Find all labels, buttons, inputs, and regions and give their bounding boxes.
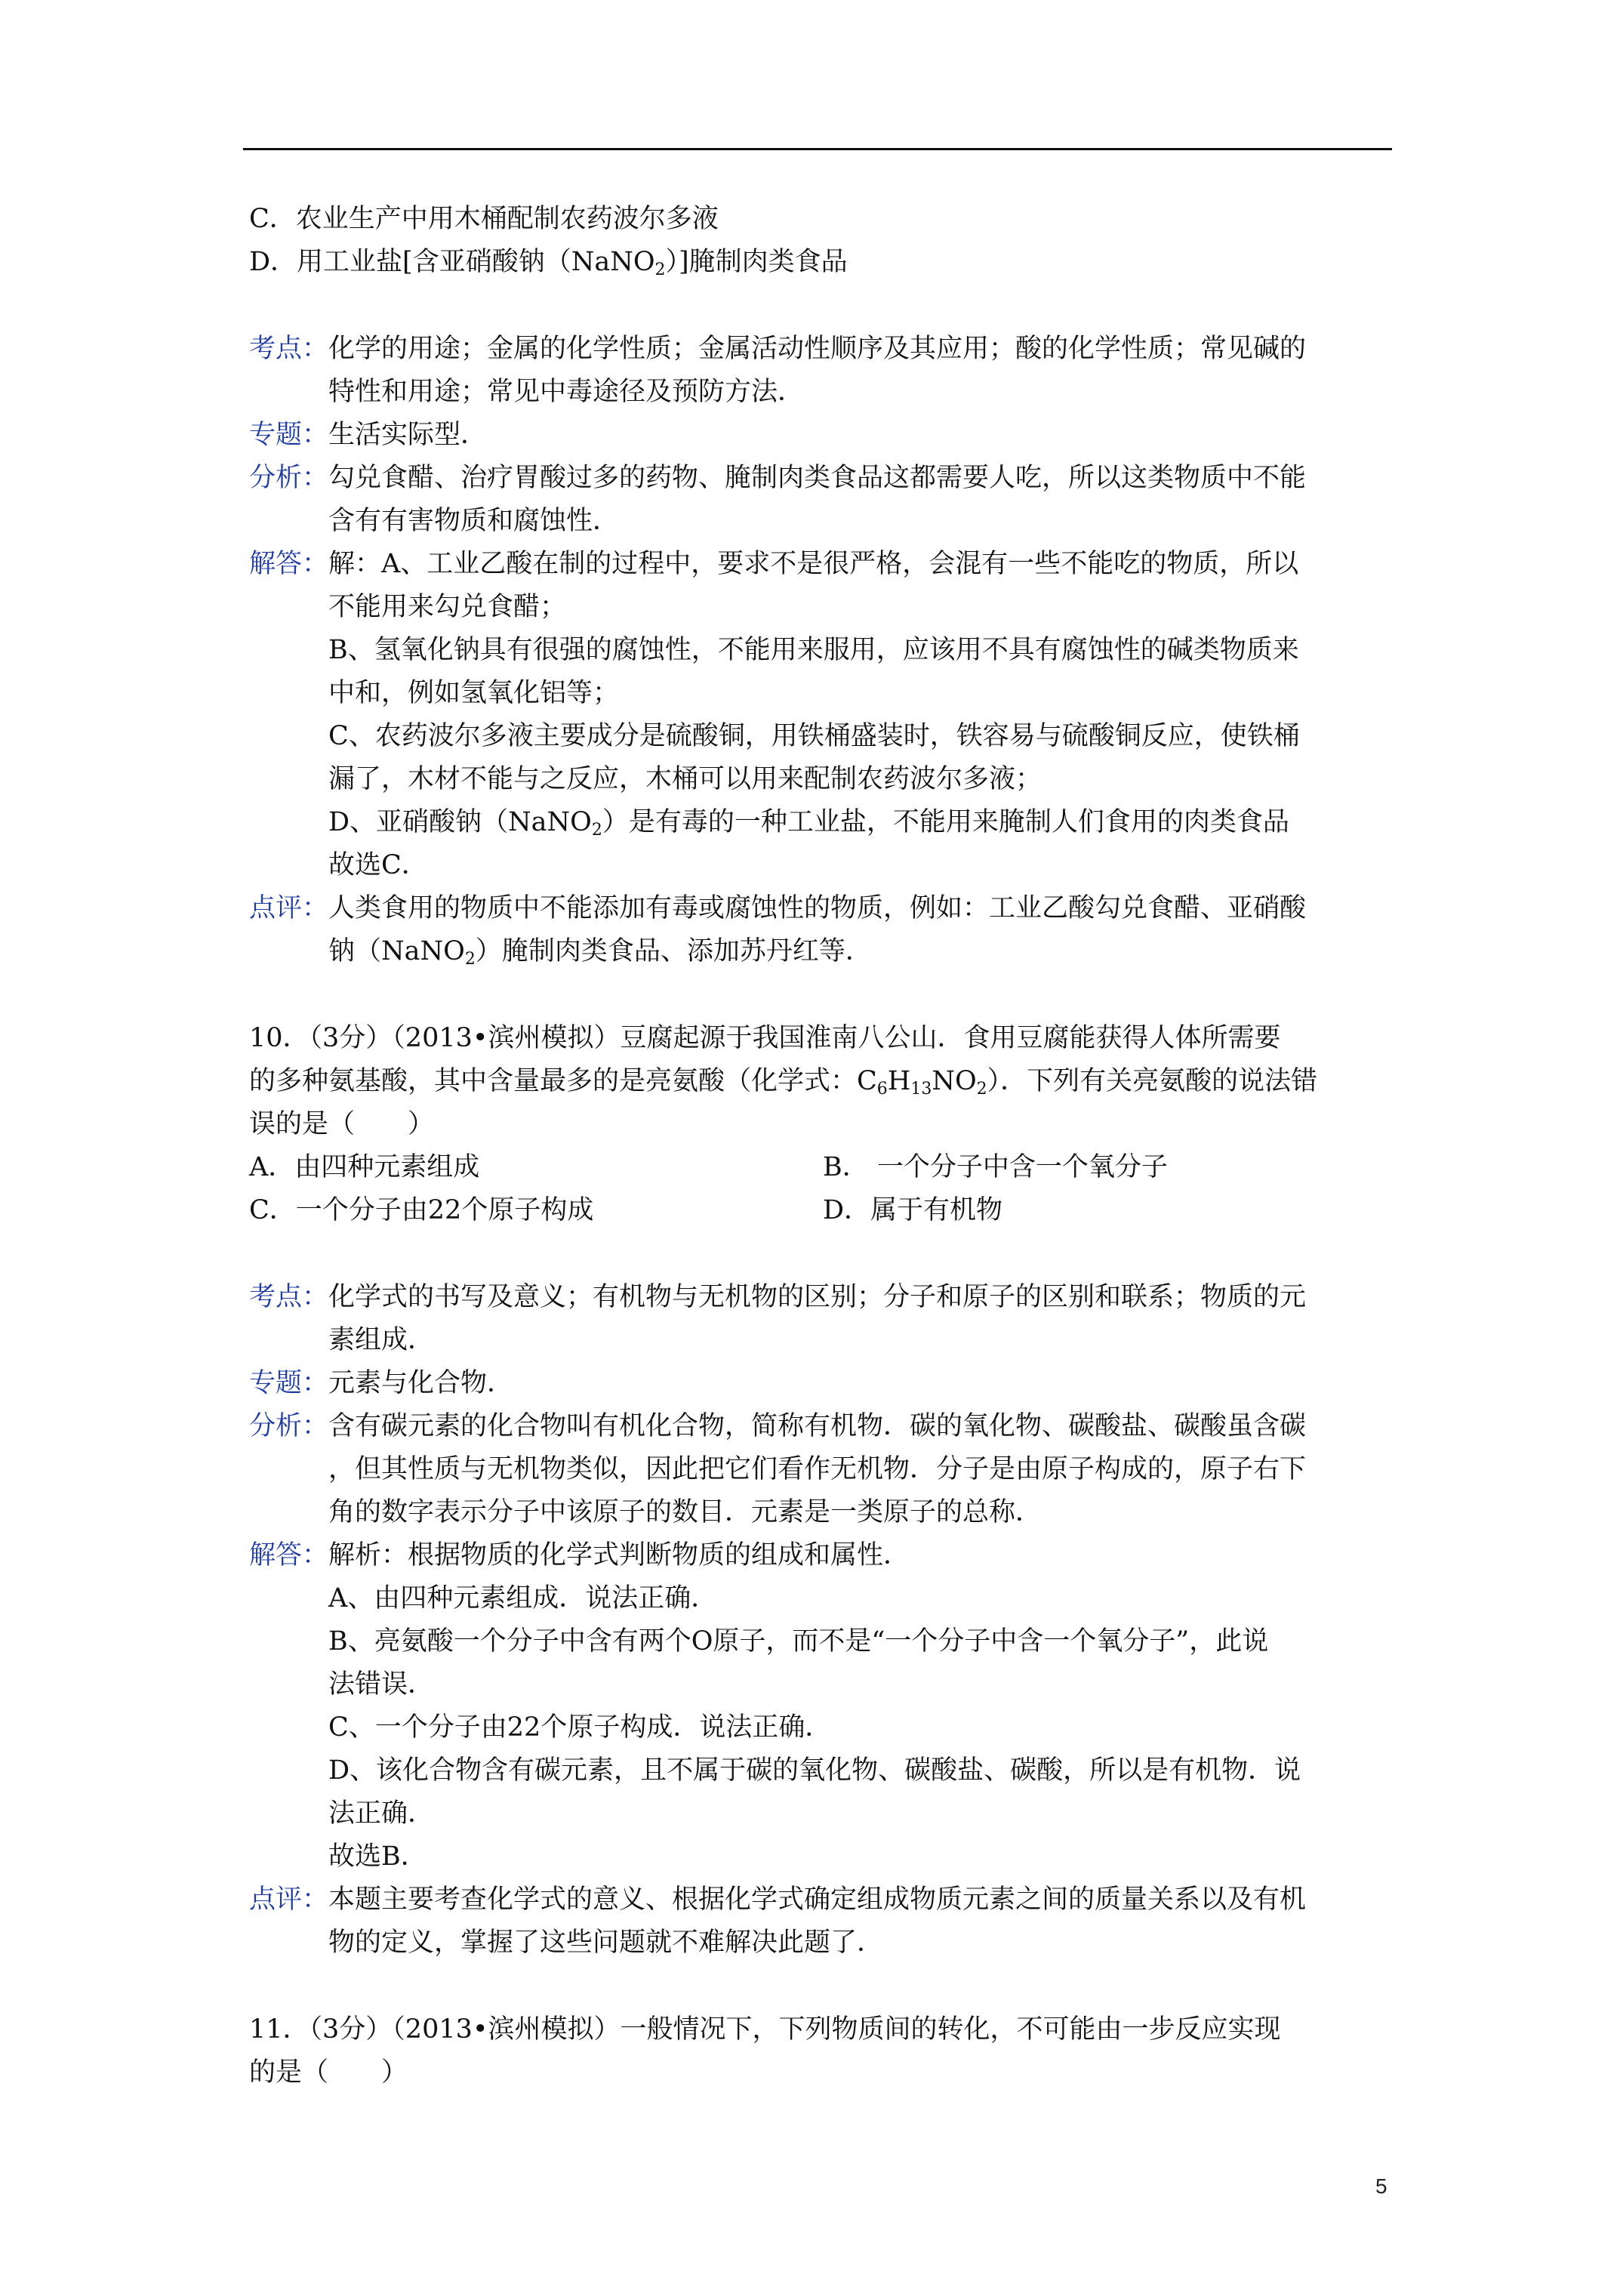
q10-options-row-1: [249, 1146, 1397, 1189]
q9-option-d: D．用工业盐[含亚硝酸钠（NaNO$_2$）]腌制肉类食品: [249, 247, 848, 279]
q10-fenxi: 分析：含有碳元素的化合物叫有机化合物，简称有机物．碳的氧化物、碳酸盐、碳酸虽含碳: [249, 1411, 1307, 1441]
page-content: C．农业生产中用木桶配制农药波尔多液 D．用工业盐[含亚硝酸钠（NaNO$_2$）]腌制肉类食品 考点：化学的用途；金属的化学性质；金属活动性顺序及其应用；酸的化学性质；常见碱的 特性和用途；常见中毒途径及预防方法． 专题：生活实际型． 分析：勾兑食醋、治疗胃酸过多的药物、腌制肉类食品这都需要人吃，所以这类物质中不能 含有有害物质和腐蚀性． 解答：解：A、工业乙酸在制的过程中，要求不是很严格，会混有一些不能吃的物质，所以 不能用来勾兑食醋； B、氢氧化钠具有很强的腐蚀性，不能用来服用，应该用不具有腐蚀性的碱类物质来 中和，例如氢氧化铝等； C、农药波尔多液主要成分是硫酸铜，用铁桶盛装时，铁容易与硫酸铜反应，使铁桶 漏了，木材不能与之反应，木桶可以用来配制农药波尔多液； D、亚硝酸钠（NaNO$_2$）是有毒的一种工业盐，不能用来腌制人们食用的肉类食品 故选C． 点评：人类食用的物质中不能添加有毒或腐蚀性的物质，例如：工业乙酸勾兑食醋、亚硝酸 钠（NaNO$_2$）腌制肉类食品、添加苏丹红等． 10．（3分）（2013•滨州模拟）豆腐起源于我国淮南八公山．食用豆腐能获得人体所需要 的多种氨基酸，其中含量最多的是亮氨酸（化学式：$C_6H_{13}NO_2$）．下列有关亮氨酸的说法错 误的是（ ） A．由四种元素组成 B． 一个分子中含一个氧分子 C．一个分子由22个原子构成 D．属于有机物 考点：化学式的书写及意义；有机物与无机物的区别；分子和原子的区别和联系；物质的元 素组成． 专题：元素与化合物． 分析：含有碳元素的化合物叫有机化合物，简称有机物．碳的氧化物、碳酸盐、碳酸虽含碳 ，但其性质与无机物类似，因此把它们看作无机物．分子是由原子构成的，原子右下 角的数字表示分子中该原子的数目．元素是一类原子的总称． 解答：解析：根据物质的化学式判断物质的组成和属性． A、由四种元素组成．说法正确． B、亮氨酸一个分子中含有两个O原子，而不是“一个分子中含一个氧分子”，此说 法错误． C、一个分子由22个原子构成．说法正确． D、该化合物含有碳元素，且不属于碳的氧化物、碳酸盐、碳酸，所以是有机物．说 法正确． 故选B． 点评：本题主要考查化学式的意义、根据化学式确定组成物质元素之间的质量关系以及有机 物的定义，掌握了这些问题就不难解决此题了． 11．（3分）（2013•滨州模拟）一般情况下，下列物质间的转化，不可能由一步反应实现 的是（ ）: [249, 198, 1397, 2094]
q10-zhuanti: 专题：元素与化合物．: [249, 1368, 514, 1398]
q9-jieda: 解答：解：A、工业乙酸在制的过程中，要求不是很严格，会混有一些不能吃的物质，所以: [249, 549, 1299, 579]
q10-stem: 10．（3分）（2013•滨州模拟）豆腐起源于我国淮南八公山．食用豆腐能获得人体所需要: [249, 1023, 1281, 1053]
q9-zhuanti: 专题：生活实际型．: [249, 420, 488, 450]
kaodian-label: 考点：: [249, 1282, 329, 1312]
fenxi-label: 分析：: [249, 463, 329, 493]
zhuanti-label: 专题：: [249, 420, 329, 450]
kaodian-label: 考点：: [249, 334, 329, 364]
jieda-label: 解答：: [249, 549, 329, 579]
dianping-label: 点评：: [249, 893, 329, 923]
jieda-label: 解答：: [249, 1540, 329, 1570]
q10-option-d: D．属于有机物: [823, 1195, 1003, 1225]
q10-option-c: C．一个分子由22个原子构成: [249, 1195, 594, 1225]
fenxi-label: 分析：: [249, 1411, 329, 1441]
zhuanti-label: 专题：: [249, 1368, 329, 1398]
q10-kaodian: 考点：化学式的书写及意义；有机物与无机物的区别；分子和原子的区别和联系；物质的元: [249, 1282, 1307, 1312]
q9-kaodian: 考点：化学的用途；金属的化学性质；金属活动性顺序及其应用；酸的化学性质；常见碱的: [249, 334, 1307, 364]
q9-option-c: C．农业生产中用木桶配制农药波尔多液: [249, 204, 719, 234]
q10-options-row-2: [249, 1189, 1397, 1232]
q10-dianping: 点评：本题主要考查化学式的意义、根据化学式确定组成物质元素之间的质量关系以及有机: [249, 1885, 1307, 1915]
q11-stem: 11．（3分）（2013•滨州模拟）一般情况下，下列物质间的转化，不可能由一步反应实现: [249, 2014, 1281, 2045]
header-rule: [243, 148, 1392, 150]
q10-option-b: B． 一个分子中含一个氧分子: [823, 1152, 1168, 1182]
q10-option-a: A．由四种元素组成: [249, 1152, 480, 1182]
page-number: 5: [1375, 2174, 1387, 2198]
q9-dianping: 点评：人类食用的物质中不能添加有毒或腐蚀性的物质，例如：工业乙酸勾兑食醋、亚硝酸: [249, 893, 1307, 923]
dianping-label: 点评：: [249, 1885, 329, 1915]
q10-jieda: 解答：解析：根据物质的化学式判断物质的组成和属性．: [249, 1540, 910, 1570]
q9-fenxi: 分析：勾兑食醋、治疗胃酸过多的药物、腌制肉类食品这都需要人吃，所以这类物质中不能: [249, 463, 1307, 493]
